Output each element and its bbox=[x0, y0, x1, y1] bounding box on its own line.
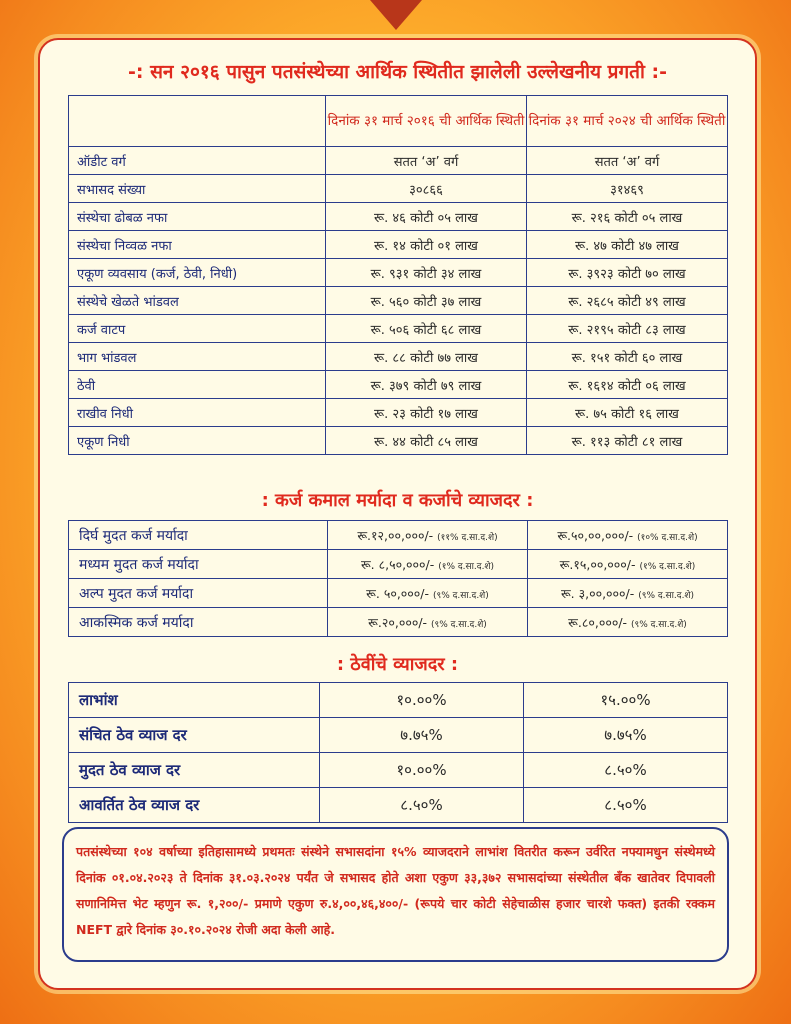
rate-2024: ७.७५% bbox=[524, 718, 728, 753]
table-row bbox=[69, 550, 728, 579]
table-row bbox=[69, 231, 728, 259]
rate-2016: ७.७५% bbox=[320, 718, 524, 753]
table-row bbox=[69, 683, 728, 718]
loan-rate: (१% द.सा.द.शे) bbox=[438, 561, 495, 572]
table-row bbox=[69, 399, 728, 427]
value-2016: रू. १४ कोटी ०१ लाख bbox=[326, 231, 527, 259]
table-row bbox=[69, 175, 728, 203]
rate-2016: ८.५०% bbox=[320, 788, 524, 823]
table-row bbox=[69, 343, 728, 371]
loan-rate: (९% द.सा.द.शे) bbox=[431, 619, 487, 630]
table-row bbox=[69, 753, 728, 788]
loan-label: अल्प मुदत कर्ज मर्यादा bbox=[69, 579, 328, 608]
loan-amount: रू.१२,००,०००/- bbox=[357, 527, 434, 543]
table-row bbox=[69, 521, 728, 550]
loan-section-title: : कर्ज कमाल मर्यादा व कर्जाचे व्याजदर : bbox=[261, 490, 534, 511]
loan-table bbox=[68, 520, 728, 637]
rate-2016: १०.००% bbox=[320, 753, 524, 788]
deposit-table bbox=[68, 682, 728, 823]
deposit-label: आवर्तित ठेव व्याज दर bbox=[69, 788, 320, 823]
table-row bbox=[69, 203, 728, 231]
row-label: सभासद संख्या bbox=[69, 175, 326, 203]
table-row bbox=[69, 287, 728, 315]
loan-label: दिर्घ मुदत कर्ज मर्यादा bbox=[69, 521, 328, 550]
loan-limit-2024 bbox=[528, 608, 728, 637]
loan-label: मध्यम मुदत कर्ज मर्यादा bbox=[69, 550, 328, 579]
loan-amount: रू. ३,००,०००/- bbox=[560, 585, 635, 601]
table-row bbox=[69, 718, 728, 753]
table-row bbox=[69, 147, 728, 175]
deposit-label: मुदत ठेव व्याज दर bbox=[69, 753, 320, 788]
loan-limit-2024 bbox=[528, 550, 728, 579]
loan-limit-2024 bbox=[528, 521, 728, 550]
row-label: राखीव निधी bbox=[69, 399, 326, 427]
loan-rate: (११% द.सा.द.शे) bbox=[437, 532, 498, 543]
value-2016: सतत ‘अ’ वर्ग bbox=[326, 147, 527, 175]
value-2024: ३१४६९ bbox=[527, 175, 728, 203]
loan-limit-2024 bbox=[528, 579, 728, 608]
row-label: कर्ज वाटप bbox=[69, 315, 326, 343]
loan-limit-2016 bbox=[328, 579, 528, 608]
value-2024: रू. १६१४ कोटी ०६ लाख bbox=[527, 371, 728, 399]
loan-limit-2016 bbox=[328, 608, 528, 637]
top-ornament bbox=[370, 0, 422, 30]
deposit-label: संचित ठेव व्याज दर bbox=[69, 718, 320, 753]
loan-amount: रू. ८,५०,०००/- bbox=[360, 556, 435, 572]
table-row bbox=[69, 579, 728, 608]
value-2024: रू. १५१ कोटी ६० लाख bbox=[527, 343, 728, 371]
row-label: एकूण व्यवसाय (कर्ज, ठेवी, निधी) bbox=[69, 259, 326, 287]
row-label: एकूण निधी bbox=[69, 427, 326, 455]
loan-amount: रू.१५,००,०००/- bbox=[559, 556, 636, 572]
value-2016: रू. ५०६ कोटी ६८ लाख bbox=[326, 315, 527, 343]
row-label: ऑडीट वर्ग bbox=[69, 147, 326, 175]
loan-rate: (९% द.सा.द.शे) bbox=[631, 619, 687, 630]
rate-2024: १५.००% bbox=[524, 683, 728, 718]
table-row bbox=[69, 608, 728, 637]
value-2016: ३०८६६ bbox=[326, 175, 527, 203]
value-2024: रू. ४७ कोटी ४७ लाख bbox=[527, 231, 728, 259]
table-row bbox=[69, 427, 728, 455]
loan-amount: रू.५०,००,०००/- bbox=[557, 527, 634, 543]
rate-2016: १०.००% bbox=[320, 683, 524, 718]
table-row bbox=[69, 788, 728, 823]
rate-2024: ८.५०% bbox=[524, 788, 728, 823]
content-card bbox=[38, 38, 757, 990]
table-row bbox=[69, 371, 728, 399]
value-2016: रू. ४४ कोटी ८५ लाख bbox=[326, 427, 527, 455]
row-label: संस्थेचे खेळते भांडवल bbox=[69, 287, 326, 315]
loan-rate: (१% द.सा.द.शे) bbox=[639, 561, 696, 572]
value-2016: रू. ५६० कोटी ३७ लाख bbox=[326, 287, 527, 315]
page-title: -: सन २०१६ पासुन पतसंस्थेच्या आर्थिक स्थितीत झालेली उल्लेखनीय प्रगती :- bbox=[127, 61, 668, 83]
loan-amount: रू.२०,०००/- bbox=[368, 614, 428, 630]
value-2016: रू. ८८ कोटी ७७ लाख bbox=[326, 343, 527, 371]
value-2024: सतत ‘अ’ वर्ग bbox=[527, 147, 728, 175]
loan-amount: रू.८०,०००/- bbox=[568, 614, 628, 630]
value-2024: रू. ७५ कोटी १६ लाख bbox=[527, 399, 728, 427]
table-row bbox=[69, 259, 728, 287]
value-2024: रू. २६८५ कोटी ४९ लाख bbox=[527, 287, 728, 315]
value-2016: रू. ४६ कोटी ०५ लाख bbox=[326, 203, 527, 231]
loan-rate: (१०% द.सा.द.शे) bbox=[637, 532, 698, 543]
value-2016: रू. २३ कोटी १७ लाख bbox=[326, 399, 527, 427]
dividend-note: पतसंस्थेच्या १०४ वर्षाच्या इतिहासामध्ये प्रथमतः संस्थेने सभासदांना १५% व्याजदराने लाभांश वितरीत करून उर्वरित नफ्यामधुन संस्थेमध्ये दिनांक ०१.०४.२०२३ ते दिनांक ३१.०३.२०२४ पर्यंत जे सभासद होते अशा एकुण ३३,३७२ सभासदांच्या संस्थेतील बँक खातेवर दिपावली सणानिमित्त भेट म्हणुन रू. १,२००/- प्रमाणे एकुण रु.४,००,४६,४००/- (रूपये चार कोटी सेहेचाळीस हजार चारशे फक्त) इतकी रक्कम NEFT द्वारे दिनांक ३०.१०.२०२४ रोजी अदा केली आहे. bbox=[62, 827, 729, 962]
value-2016: रू. ९३१ कोटी ३४ लाख bbox=[326, 259, 527, 287]
table-row bbox=[69, 315, 728, 343]
progress-table bbox=[68, 95, 728, 455]
value-2024: रू. ३९२३ कोटी ७० लाख bbox=[527, 259, 728, 287]
value-2016: रू. ३७९ कोटी ७९ लाख bbox=[326, 371, 527, 399]
row-label: संस्थेचा निव्वळ नफा bbox=[69, 231, 326, 259]
loan-limit-2016 bbox=[328, 550, 528, 579]
loan-rate: (९% द.सा.द.शे) bbox=[638, 590, 695, 601]
row-label: संस्थेचा ढोबळ नफा bbox=[69, 203, 326, 231]
progress-header-2016: दिनांक ३१ मार्च २०१६ ची आर्थिक स्थिती bbox=[326, 96, 527, 147]
loan-limit-2016 bbox=[328, 521, 528, 550]
value-2024: रू. ११३ कोटी ८१ लाख bbox=[527, 427, 728, 455]
loan-label: आकस्मिक कर्ज मर्यादा bbox=[69, 608, 328, 637]
loan-amount: रू. ५०,०००/- bbox=[366, 585, 430, 601]
deposit-section-title: : ठेवींचे व्याजदर : bbox=[336, 654, 459, 675]
progress-table-header bbox=[69, 96, 728, 147]
deposit-label: लाभांश bbox=[69, 683, 320, 718]
progress-header-2024: दिनांक ३१ मार्च २०२४ ची आर्थिक स्थिती bbox=[527, 96, 728, 147]
loan-rate: (९% द.सा.द.शे) bbox=[433, 590, 489, 601]
value-2024: रू. २१९५ कोटी ८३ लाख bbox=[527, 315, 728, 343]
value-2024: रू. २१६ कोटी ०५ लाख bbox=[527, 203, 728, 231]
row-label: ठेवी bbox=[69, 371, 326, 399]
progress-header-blank bbox=[69, 96, 326, 147]
rate-2024: ८.५०% bbox=[524, 753, 728, 788]
row-label: भाग भांडवल bbox=[69, 343, 326, 371]
